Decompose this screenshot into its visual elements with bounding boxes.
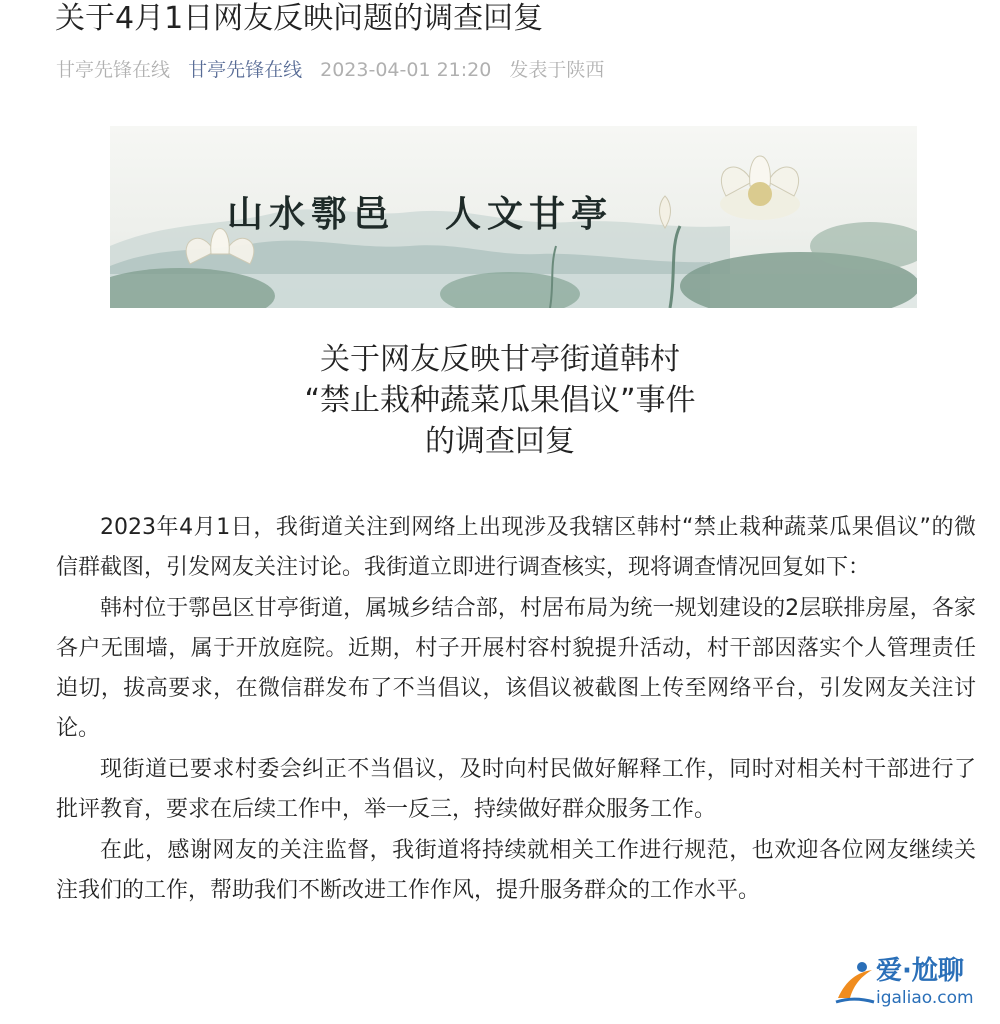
publish-location: 发表于陕西 — [509, 59, 605, 81]
watermark-logo-icon — [832, 958, 876, 1006]
publish-time: 2023-04-01 21:20 — [320, 59, 492, 81]
banner-text-left: 山水鄠邑 — [226, 193, 395, 235]
article-body — [56, 508, 976, 912]
watermark-name: 爱·尬聊 — [876, 956, 964, 986]
site-watermark — [832, 954, 992, 1018]
body-paragraph: 韩村位于鄠邑区甘亭街道，属城乡结合部，村居布局为统一规划建设的2层联排房屋，各家各户无围墙，属于开放庭院。近期，村子开展村容村貌提升活动，村干部因落实个人管理责任迫切，拔高要求，在微信群发布了不当倡议，该倡议被截图上传至网络平台，引发网友关注讨论。 — [56, 596, 976, 741]
subtitle-line: 的调查回复 — [425, 424, 575, 459]
author-name: 甘亭先锋在线 — [56, 59, 171, 81]
body-paragraph: 2023年4月1日，我街道关注到网络上出现涉及我辖区韩村“禁止栽种蔬菜瓜果倡议”的微信群截图，引发网友关注讨论。我街道立即进行调查核实，现将调查情况回复如下： — [56, 515, 976, 580]
subtitle-line: “禁止栽种蔬菜瓜果倡议”事件 — [304, 383, 696, 418]
article-title: 关于4月1日网友反映问题的调查回复 — [55, 1, 544, 36]
body-paragraph: 现街道已要求村委会纠正不当倡议，及时向村民做好解释工作，同时对相关村干部进行了批评教育，要求在后续工作中，举一反三，持续做好群众服务工作。 — [56, 757, 976, 822]
article-meta — [56, 57, 616, 83]
banner-image — [110, 126, 917, 308]
banner-text — [110, 186, 730, 237]
body-paragraph: 在此，感谢网友的关注监督，我街道将持续就相关工作进行规范，也欢迎各位网友继续关注我们的工作，帮助我们不断改进工作作风，提升服务群众的工作水平。 — [56, 838, 976, 903]
watermark-url: igaliao.com — [876, 988, 974, 1008]
document-subtitle — [0, 339, 1000, 462]
subtitle-line: 关于网友反映甘亭街道韩村 — [320, 342, 680, 377]
banner-text-right: 人文甘亭 — [445, 193, 614, 235]
account-link[interactable]: 甘亭先锋在线 — [188, 59, 303, 81]
